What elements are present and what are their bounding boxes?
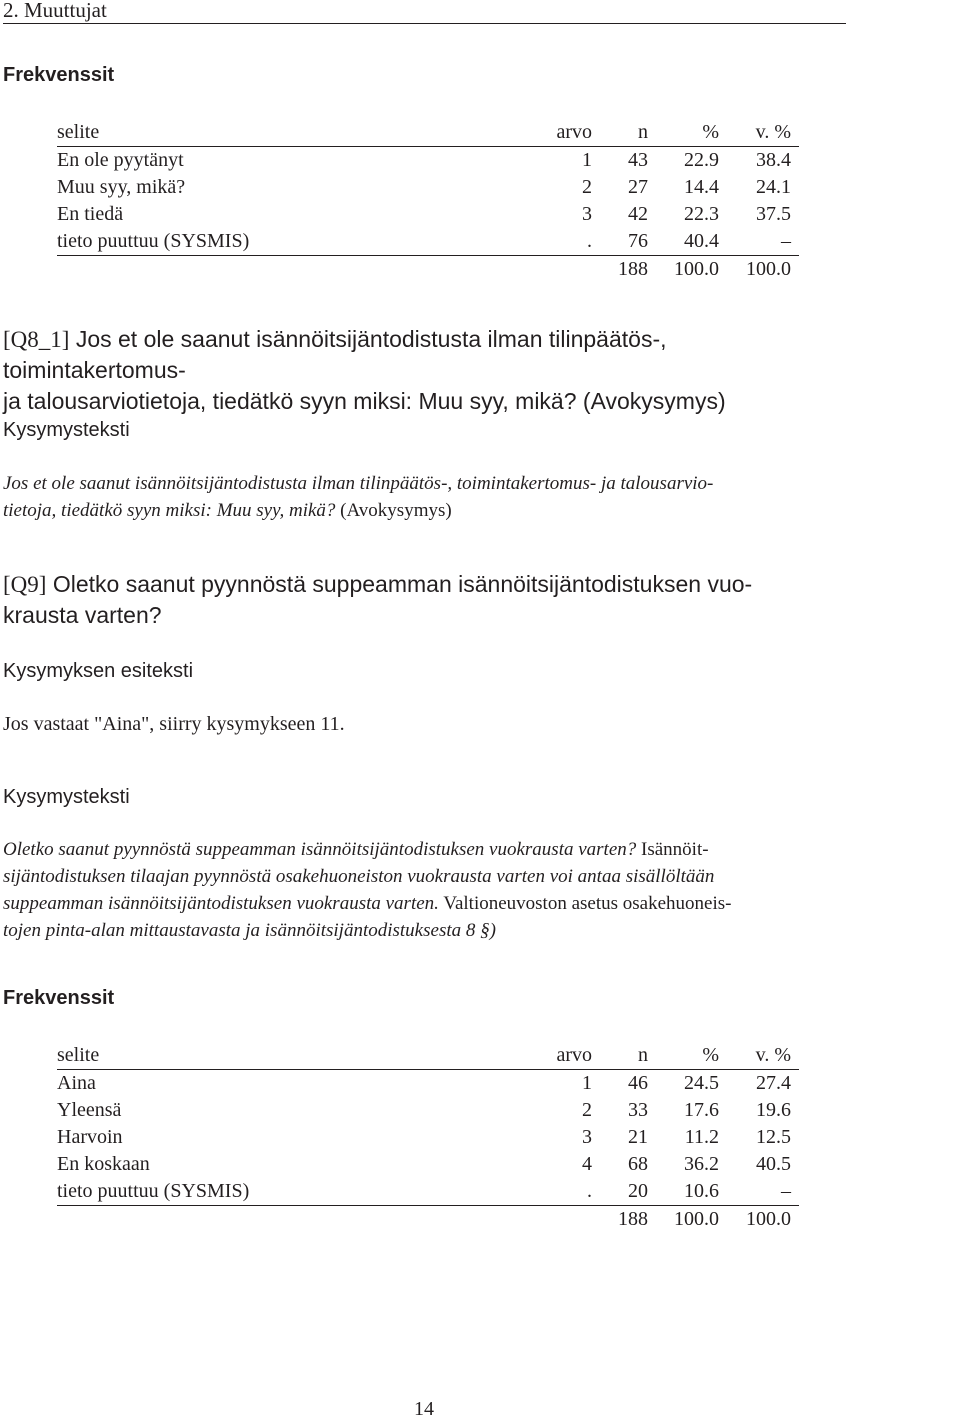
frequency-table [57, 1042, 799, 1233]
total-valid-percent: 100.0 [746, 258, 791, 280]
row-percent: 22.9 [684, 149, 719, 171]
column-header-percent: % [702, 1044, 719, 1066]
question-text-line-1: Oletko saanut pyynnöstä suppeamman isännöitsijäntodistuksen vuokrausta varten? [3, 839, 637, 860]
row-label: En koskaan [57, 1153, 150, 1175]
title-line-1: Jos et ole saanut isännöitsijäntodistusta ilman tilinpäätös-, toimintakertomus- [3, 326, 667, 383]
table-row [57, 228, 799, 256]
question-text-label: Kysymysteksti [3, 419, 130, 441]
running-head: 2. Muuttujat [3, 0, 107, 22]
pre-text: Jos vastaat "Aina", siirry kysymykseen 11. [3, 713, 345, 735]
column-header-label: selite [57, 1044, 100, 1066]
row-percent: 24.5 [684, 1072, 719, 1094]
column-header-percent: % [702, 121, 719, 143]
question-text-line-3: suppeamman isännöitsijäntodistuksen vuokrausta varten. [3, 893, 439, 914]
question-text-note: (Avokysymys) [340, 500, 452, 521]
row-valid-percent: – [781, 1180, 791, 1202]
row-n: 27 [628, 176, 648, 198]
question-type-note: (Avokysymys) [582, 388, 726, 414]
row-n: 21 [628, 1126, 648, 1148]
column-header-n: n [638, 1044, 648, 1066]
row-arvo: 1 [582, 1072, 592, 1094]
row-n: 46 [628, 1072, 648, 1094]
question-text-line-2: sijäntodistuksen tilaajan pyynnöstä osakehuoneiston vuokrausta varten voi antaa sisällöltään [3, 866, 715, 887]
title-line-2: ja talousarviotietoja, tiedätkö syyn miksi: Muu syy, mikä? [3, 388, 577, 414]
row-arvo: 3 [582, 1126, 592, 1148]
row-arvo: 1 [582, 149, 592, 171]
row-arvo: 3 [582, 203, 592, 225]
row-n: 76 [628, 230, 648, 252]
row-label: Muu syy, mikä? [57, 176, 186, 198]
row-n: 20 [628, 1180, 648, 1202]
row-arvo: . [587, 1180, 592, 1202]
column-header-valid-percent: v. % [755, 121, 791, 143]
row-label: tieto puuttuu (SYSMIS) [57, 1180, 250, 1202]
row-n: 33 [628, 1099, 648, 1121]
question-title-q9 [3, 569, 846, 631]
row-valid-percent: 12.5 [756, 1126, 791, 1148]
row-n: 68 [628, 1153, 648, 1175]
row-arvo: 2 [582, 1099, 592, 1121]
row-valid-percent: 38.4 [756, 149, 791, 171]
table-row [57, 147, 799, 174]
row-label: Harvoin [57, 1126, 123, 1148]
title-line-1: Oletko saanut pyynnöstä suppeamman isännöitsijäntodistuksen vuo- [52, 571, 753, 597]
page-number: 14 [414, 1398, 434, 1420]
total-n: 188 [618, 258, 648, 280]
question-text-line-1: Jos et ole saanut isännöitsijäntodistusta ilman tilinpäätös-, toimintakertomus- ja talousarvio- [3, 473, 714, 494]
question-text-label: Kysymysteksti [3, 786, 130, 808]
table-row [57, 1070, 799, 1097]
total-percent: 100.0 [674, 1208, 719, 1230]
frequencies-label: Frekvenssit [3, 64, 115, 86]
table-row [57, 201, 799, 228]
question-text-line-1-cont: Isännöit- [641, 839, 709, 860]
row-arvo: 2 [582, 176, 592, 198]
row-percent: 14.4 [684, 176, 719, 198]
row-valid-percent: 19.6 [756, 1099, 791, 1121]
column-header-valid-percent: v. % [755, 1044, 791, 1066]
row-arvo: . [587, 230, 592, 252]
pre-text-label: Kysymyksen esiteksti [3, 660, 194, 682]
total-n: 188 [618, 1208, 648, 1230]
row-percent: 40.4 [684, 230, 719, 252]
row-percent: 11.2 [684, 1126, 719, 1148]
row-percent: 10.6 [684, 1180, 719, 1202]
row-label: En tiedä [57, 203, 124, 225]
table-header-row [57, 1042, 799, 1070]
column-header-n: n [638, 121, 648, 143]
question-text-line-3-cont: Valtioneuvoston asetus osakehuoneis- [443, 893, 732, 914]
header-rule [3, 23, 846, 24]
table-total-row [57, 1206, 799, 1233]
row-n: 42 [628, 203, 648, 225]
row-label: tieto puuttuu (SYSMIS) [57, 230, 250, 252]
row-n: 43 [628, 149, 648, 171]
row-valid-percent: 37.5 [756, 203, 791, 225]
row-percent: 22.3 [684, 203, 719, 225]
column-header-arvo: arvo [556, 121, 592, 143]
column-header-arvo: arvo [556, 1044, 592, 1066]
frequency-table [57, 119, 799, 283]
frequencies-label: Frekvenssit [3, 987, 115, 1009]
question-id: [Q8_1] [3, 327, 70, 352]
question-text-line-2: tietoja, tiedätkö syyn miksi: Muu syy, mikä? [3, 500, 336, 521]
table-row [57, 1151, 799, 1178]
table-header-row [57, 119, 799, 147]
question-text-q8-1 [3, 470, 846, 524]
row-arvo: 4 [582, 1153, 592, 1175]
total-valid-percent: 100.0 [746, 1208, 791, 1230]
question-text-line-4: tojen pinta-alan mittaustavasta ja isännöitsijäntodistuksesta 8 §) [3, 920, 496, 941]
row-label: Aina [57, 1072, 96, 1094]
question-id: [Q9] [3, 572, 47, 597]
row-percent: 17.6 [684, 1099, 719, 1121]
question-title-q8-1 [3, 324, 846, 417]
table-total-row [57, 256, 799, 283]
row-valid-percent: 24.1 [756, 176, 791, 198]
question-text-q9 [3, 836, 846, 944]
row-valid-percent: – [781, 230, 791, 252]
table-row [57, 1097, 799, 1124]
row-label: Yleensä [57, 1099, 122, 1121]
total-percent: 100.0 [674, 258, 719, 280]
row-valid-percent: 40.5 [756, 1153, 791, 1175]
table-row [57, 1124, 799, 1151]
title-line-2: krausta varten? [3, 602, 162, 628]
row-percent: 36.2 [684, 1153, 719, 1175]
table-row [57, 1178, 799, 1206]
table-row [57, 174, 799, 201]
row-valid-percent: 27.4 [756, 1072, 791, 1094]
column-header-label: selite [57, 121, 100, 143]
row-label: En ole pyytänyt [57, 149, 184, 171]
